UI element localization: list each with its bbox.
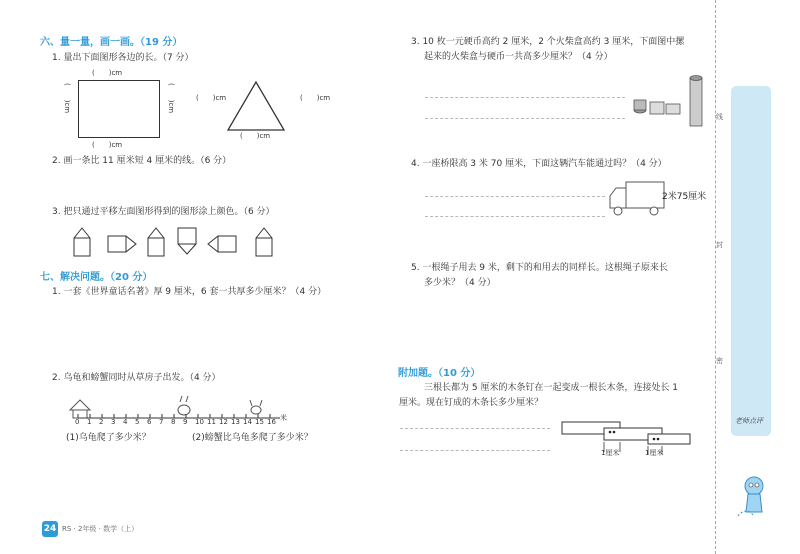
number-line-tick-label: 1	[87, 418, 92, 426]
section-7-heading	[40, 268, 152, 283]
s6-question-3: 3. 把只通过平移左面图形得到的图形涂上颜色。（6 分）	[52, 207, 275, 217]
mascot-illustration	[736, 472, 772, 518]
r-question-5-line-1: 5. 一根绳子用去 9 米，剩下的和用去的同样长。这根绳子原来长	[411, 263, 668, 273]
bonus-heading	[398, 364, 480, 379]
pencil-shape-up-2	[148, 228, 164, 256]
s7-question-2: 2. 乌龟和螃蟹同时从草房子出发。（4 分）	[52, 373, 221, 383]
r-question-5-line-2: 多少米？（4 分）	[424, 278, 496, 288]
pencil-shapes-row	[64, 222, 284, 262]
bonus-text-line-1: 三根长都为 5 厘米的木条钉在一起变成一根长木条，连接处长 1	[424, 383, 679, 393]
number-line-tick-label: 5	[135, 418, 140, 426]
page-number-badge: 24	[42, 521, 58, 537]
number-line-tick-label: 11	[207, 418, 216, 426]
answer-line	[425, 118, 625, 119]
binding-mark-mi: 密	[716, 357, 723, 365]
number-line-tick-label: 3	[111, 418, 116, 426]
binding-line	[715, 0, 716, 554]
rect-left-label: ( )cm	[63, 83, 71, 114]
rect-top-label: ( )cm	[92, 69, 123, 77]
section-6-title: 六、量一量，画一画。	[40, 37, 140, 48]
answer-line	[400, 428, 550, 429]
pencil-shape-up-1	[74, 228, 90, 256]
truck-height-label: 2米75厘米	[662, 192, 707, 202]
number-line-tick-label: 9	[183, 418, 188, 426]
bonus-title: 附加题。	[398, 368, 438, 379]
s6-question-2: 2. 画一条比 11 厘米短 4 厘米的线。（6 分）	[52, 156, 232, 166]
s7-sub-question-2: (2)螃蟹比乌龟多爬了多少米？	[192, 433, 313, 443]
binding-mark-feng: 封	[716, 241, 723, 249]
triangle-right-label: ( )cm	[300, 94, 331, 102]
number-line-tick-label: 8	[171, 418, 176, 426]
teacher-comment-panel	[731, 86, 771, 436]
section-7-title: 七、解决问题。	[40, 272, 110, 283]
number-line-tick-label: 16	[267, 418, 276, 426]
strip-overlap-label-2: 1厘米	[645, 449, 664, 457]
truck-illustration	[606, 178, 668, 218]
section-7-score: （20 分）	[110, 272, 153, 283]
bonus-score: （10 分）	[438, 368, 481, 379]
triangle-figure	[226, 80, 286, 132]
r-question-3-line-2: 起来的火柴盒与硬币一共高多少厘米？（4 分）	[424, 52, 613, 62]
pencil-shape-left	[208, 236, 236, 252]
section-6-heading	[40, 33, 182, 48]
coins-matchboxes-illustration	[632, 72, 712, 132]
number-line-tick-label: 10	[195, 418, 204, 426]
s6-question-1: 1. 量出下面图形各边的长。（7 分）	[52, 53, 194, 63]
number-line-tick-label: 0	[75, 418, 80, 426]
number-line-tick-label: 2	[99, 418, 104, 426]
triangle-bottom-label: ( )cm	[240, 132, 271, 140]
number-line-tick-label: 4	[123, 418, 128, 426]
pencil-shape-down	[178, 228, 196, 254]
bonus-text-line-2: 厘米。现在钉成的木条长多少厘米？	[399, 398, 544, 408]
pencil-shape-right	[108, 236, 136, 252]
hut-icon	[70, 400, 90, 418]
s7-sub-question-1: (1)乌龟爬了多少米？	[66, 433, 151, 443]
number-line-tick-label: 15	[255, 418, 264, 426]
number-line-tick-label: 13	[231, 418, 240, 426]
answer-line	[425, 97, 625, 98]
number-line-labels	[66, 414, 296, 430]
footer-text: RS · 2年级 · 数学（上）	[62, 525, 139, 533]
r-question-3-line-1: 3. 10 枚一元硬币高约 2 厘米，2 个火柴盒高约 3 厘米，下面图中摞	[411, 37, 685, 47]
rect-bottom-label: ( )cm	[92, 141, 123, 149]
crab-icon	[250, 400, 262, 414]
teacher-comment-label: 老师点评	[735, 417, 763, 425]
wooden-strips-diagram	[556, 418, 696, 460]
answer-line	[425, 196, 605, 197]
rectangle-figure	[78, 80, 160, 138]
number-line-tick-label: 14	[243, 418, 252, 426]
number-line-tick-label: 7	[159, 418, 164, 426]
turtle-icon	[178, 396, 190, 415]
strip-overlap-label-1: 1厘米	[601, 449, 620, 457]
section-6-score: （19 分）	[140, 37, 183, 48]
answer-line	[425, 216, 605, 217]
answer-line	[400, 450, 550, 451]
pencil-shape-up-3	[256, 228, 272, 256]
binding-mark-xian: 线	[716, 113, 723, 121]
number-line-tick-label: 6	[147, 418, 152, 426]
s7-question-1: 1. 一套《世界童话名著》厚 9 厘米，6 套一共厚多少厘米？（4 分）	[52, 287, 327, 297]
number-line-tick-label: 12	[219, 418, 228, 426]
triangle-left-label: ( )cm	[196, 94, 227, 102]
number-line-unit: 米	[280, 414, 287, 422]
r-question-4: 4. 一座桥限高 3 米 70 厘米，下面这辆汽车能通过吗？（4 分）	[411, 159, 667, 169]
rect-right-label: ( )cm	[167, 83, 175, 114]
